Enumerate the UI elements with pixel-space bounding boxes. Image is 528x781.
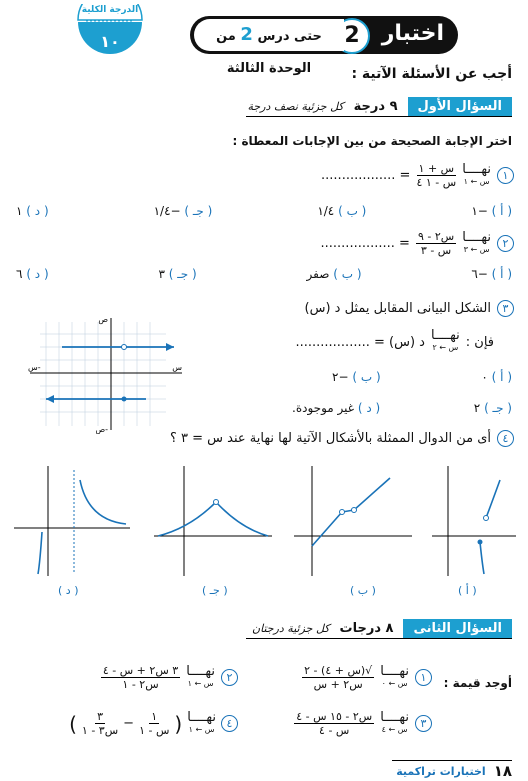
item-number: ٤ [221,715,238,732]
limit-word: نهــــا [462,229,491,245]
fraction-den: س٢ - ١ [122,678,159,691]
item-number: ٣ [415,715,432,732]
limit-word: نهــــا [186,663,215,679]
option-label: ( أ ) [491,370,512,384]
fraction-num: ١ [151,710,158,723]
option-text: ١/٤ [317,204,335,218]
unit-label [194,19,344,76]
score-value: ١٠ [100,32,120,51]
item-text: الشكل البيانى المقابل يمثل د (س) [304,301,491,316]
option-d[interactable] [292,401,380,415]
limit-word: نهــــا [187,709,216,725]
graph-label: ( جـ ) [202,584,228,597]
limit-sub: س ← ١ [187,678,214,688]
q2-item-4 [69,710,238,737]
option-label: ( جـ ) [484,401,512,415]
q2-note: كل جزئية درجتان [252,622,330,635]
exam-word: اختبار [381,21,444,46]
q1-item-1-options [16,204,512,218]
footer [396,762,512,780]
fraction-b [82,710,118,737]
option-text: −١ [471,204,488,218]
option-a[interactable] [471,204,512,218]
option-d[interactable] [16,267,49,281]
equation-blank: = .................. [320,236,410,251]
item-number: ٤ [497,430,514,447]
fraction-num: ٣ [97,710,103,723]
option-text: −١/٤ [153,204,181,218]
q1-item-4-graphs [8,462,520,610]
graph-option-b[interactable] [290,462,415,597]
option-c[interactable] [474,401,512,415]
footer-section: اختبارات تراكمية [396,764,486,778]
item-number: ٢ [221,669,238,686]
limit-word: نهــــا [462,161,491,177]
q1-header [248,97,512,116]
graph-y-label: ص [98,315,108,324]
score-badge [74,4,146,64]
q2-prompt: أوجد قيمة : [443,676,512,690]
limit-expr [186,663,215,690]
option-c[interactable] [158,267,196,281]
option-text: ٢ [473,401,481,415]
limit-sub: س ← ٤ [381,724,408,734]
limit-word: نهــــا [430,328,460,343]
q1-marks: ٩ درجة [353,99,398,114]
fraction [302,664,374,691]
page-number: ١٨ [493,762,512,780]
sub-prefix: فإن : [465,334,494,350]
graph-option-a[interactable] [428,462,520,597]
option-label: ( د ) [357,401,381,415]
fraction-num: س٢ - ٩ [417,230,455,243]
q1-item-3-sub [295,330,494,354]
fraction-den: س٣ - ١ [81,724,119,737]
q2-title: السؤال الثانى [403,619,512,638]
footer-rule [392,760,512,761]
limit-expr [462,229,491,256]
sub-suffix: د (س) = .................. [295,334,425,350]
item-number: ٣ [497,300,514,317]
graph-label: ( ب ) [350,584,376,597]
item-text: أى من الدوال الممثلة بالأشكال الآتية لها نهاية عند س = ٣ ؟ [169,431,491,446]
option-d[interactable] [16,204,49,218]
exam-number-badge: 2 [334,18,370,54]
limit-expr [380,663,409,690]
score-label: الدرجة الكلية [81,5,139,15]
option-label: ( ب ) [333,267,362,281]
paren-close: ) [69,711,77,736]
fraction-den: س - ١ ٤ [416,176,457,189]
fraction [416,230,456,257]
instructions: أجب عن الأسئلة الآتية : [351,66,512,82]
limit-expr [431,330,460,354]
fraction-den: س - ١ [139,724,170,737]
q1-item-2-options [16,267,512,281]
option-text: ٠ [481,370,488,384]
option-label: ( د ) [26,204,49,218]
option-label: ( جـ ) [184,204,213,218]
option-text: صفر [306,267,330,281]
graph-label: ( أ ) [458,584,477,597]
q1-item-3-options-row1 [332,370,512,384]
option-label: ( ب ) [338,204,367,218]
q1-note: كل جزئية نصف درجة [247,100,344,113]
fraction-num: س + ١ [418,162,455,175]
minus-sign: − [123,716,135,731]
option-text: −٦ [471,267,488,281]
equation-blank: = .................. [321,168,411,183]
graph-xneg-label: س- [28,363,41,372]
graph-x-label: س [172,363,182,372]
q2-item-3 [294,710,432,737]
q1-item-3 [305,300,514,317]
fraction-num: ٣ س٢ + س - ٤ [102,664,179,677]
option-label: ( أ ) [491,267,512,281]
unit-prefix: حتى درس [257,29,322,44]
lesson-number: 2 [240,24,253,45]
q1-item-4 [170,430,514,447]
limit-expr [380,709,409,736]
fraction [416,162,456,189]
exam-banner [190,16,458,76]
graph-option-c[interactable] [150,462,275,597]
q1-rule [246,116,512,117]
unit-suffix: من الوحدة الثالثة [216,29,312,76]
paren-open: ( [174,711,183,736]
q1-item-2 [321,230,514,257]
fraction-den: س٢ + س [313,678,363,691]
q2-marks: ٨ درجات [339,621,394,636]
limit-sub: س ← ١ [188,724,215,734]
q2-item-1 [302,664,432,691]
option-text: −٢ [332,370,349,384]
item-number: ١ [497,167,514,184]
q2-rule [246,638,512,639]
limit-word: نهــــا [380,709,409,725]
q1-item-3-options-row2 [292,401,512,415]
limit-sub: س ← ٢ [432,343,459,352]
option-label: ( د ) [26,267,49,281]
option-label: ( جـ ) [168,267,197,281]
option-c[interactable] [154,204,213,218]
fraction-num: س٢ - ١٥ س - ٤ [296,710,373,723]
option-text: ٣ [158,267,165,281]
q1-prompt: اختر الإجابة الصحيحة من بين الإجابات المعطاة : [232,134,512,148]
q1-item-3-graph [26,314,186,438]
graph-yneg-label: ص- [95,425,108,434]
limit-sub: س ← ٣ [463,244,490,254]
option-b[interactable] [307,267,362,281]
fraction-den: س - ٤ [319,724,350,737]
item-number: ٢ [497,235,514,252]
graph-label: ( د ) [58,584,79,597]
graph-option-d[interactable] [8,462,133,597]
option-text: غير موجودة. [292,401,355,415]
q1-item-1 [321,162,514,189]
option-text: ١ [16,204,23,218]
limit-expr [187,709,216,736]
limit-expr [462,161,491,188]
option-label: ( ب ) [352,370,381,384]
limit-sub: س ← ٠ [381,678,408,688]
fraction-num: √(س + ٤) - ٢ [304,664,373,677]
item-number: ١ [415,669,432,686]
option-text: ٦ [16,267,23,281]
limit-word: نهــــا [380,663,409,679]
option-a[interactable] [471,267,512,281]
option-b[interactable] [332,370,381,384]
q2-item-2 [101,664,238,691]
option-a[interactable] [481,370,512,384]
limit-sub: س ← ١ [463,176,490,186]
option-label: ( أ ) [491,204,512,218]
q2-header [252,619,512,638]
fraction [294,710,374,737]
fraction [101,664,180,691]
fraction-den: س - ٣ [420,244,452,257]
option-b[interactable] [317,204,366,218]
fraction-a [139,710,169,737]
q1-title: السؤال الأول [408,97,512,116]
